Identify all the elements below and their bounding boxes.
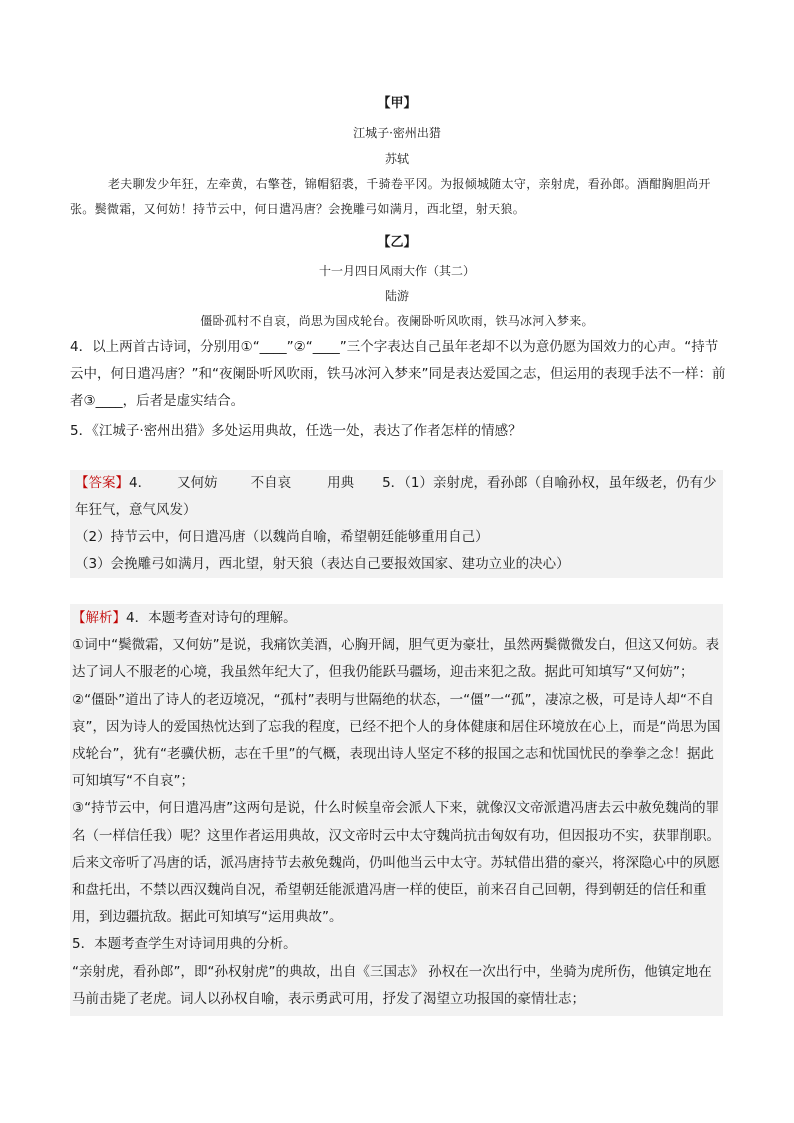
analysis-q5-p1: “亲射虎，看孙郎”，即“孙权射虎”的典故，出自《三国志》 孙权在一次出行中，坐骑为虎所伤，他镇定地在马前击毙了老虎。词人以孙权自喻，表示勇武可用，抒发了渴望立功报国的豪情壮志； (72, 963, 712, 1007)
answer-4-2: 不自哀 (250, 475, 292, 491)
analysis-p2: ②“僵卧”道出了诗人的老迈境况，“孤村”表明与世隔绝的状态，一“僵”一“孤”，凄凉之极，可是诗人却“不自哀”，因为诗人的爱国热忱达到了忘我的程度，已经不把个人的身体健康和居住环境放在心上，而是“尚思为国戍轮台”，犹有“老骥伏枥，志在千里”的气概，表现出诗人坚定不移的报国之志和忧国忧民的拳拳之念！据此可知填写“不自哀”； (72, 691, 721, 790)
analysis-intro-text: 4．本题考查对诗句的理解。 (126, 610, 297, 626)
analysis-p1: ①词中“鬓微霜，又何妨”是说，我痛饮美酒，心胸开阔，胆气更为豪壮，虽然两鬓微微发白，但这又何妨。表达了词人不服老的心境，我虽然年纪大了，但我仍能跃马疆场，迎击来犯之敌。据此可知填写“又何妨”； (72, 637, 720, 681)
answer-line-1 (75, 470, 721, 524)
poem-yi-title: 十一月四日风雨大作（其二） (318, 264, 475, 278)
poem-jia-author: 苏轼 (384, 152, 409, 166)
question-5: 5．《江城子·密州出猎》多处运用典故，任选一处，表达了作者怎样的情感？ (70, 423, 522, 439)
answer-5-2: （2）持节云中，何日遣冯唐（以魏尚自喻，希望朝廷能够重用自己） (75, 529, 489, 545)
analysis-block (72, 605, 724, 1013)
answer-num-4: 4． (129, 475, 152, 491)
poem-jia-body: 老夫聊发少年狂，左牵黄，右擎苍，锦帽貂裘，千骑卷平冈。为报倾城随太守，亲射虎，看孙郎。酒酣胸胆尚开张。鬓微霜，又何妨！持节云中，何日遣冯唐？会挽雕弓如满月，西北望，射天狼。 (70, 177, 711, 216)
poem-yi-body: 僵卧孤村不自哀，尚思为国戍轮台。夜阑卧听风吹雨，铁马冰河入梦来。 (200, 314, 594, 328)
poem-jia-label: 【甲】 (377, 96, 417, 111)
answer-5-1: 亲射虎，看孙郎（自喻孙权，虽年级老，仍有少年狂气，意气风发） (75, 475, 717, 518)
analysis-intro (72, 605, 724, 632)
answer-5-3: （3）会挽雕弓如满月，西北望，射天狼（表达自己要报效国家、建功立业的决心） (75, 556, 570, 572)
answer-4-3: 用典 (327, 475, 355, 491)
answer-4-1: 又何妨 (177, 475, 218, 491)
analysis-q5-intro: 5．本题考查学生对诗词用典的分析。 (72, 936, 297, 953)
poem-yi-author: 陆游 (384, 289, 409, 303)
answer-num-5: 5．（1） (382, 475, 434, 491)
poem-jia-title: 江城子·密州出猎 (353, 126, 441, 140)
question-4: 4．以上两首古诗词，分别用①“____”②“____”三个字表达自己虽年老却不以为意仍愿为国效力的心声。“持节云中，何日遣冯唐？”和“夜阑卧听风吹雨，铁马冰河入梦来”同是表达爱国之志，但运用的表现手法不一样：前者③____，后者是虚实结合。 (70, 339, 726, 409)
analysis-tag: 【解析】 (72, 610, 126, 626)
answer-block (75, 470, 721, 578)
analysis-p3: ③“持节云中，何日遣冯唐”这两句是说，什么时候皇帝会派人下来，就像汉文帝派遣冯唐去云中赦免魏尚的罪名（一样信任我）呢？这里作者运用典故，汉文帝时云中太守魏尚抗击匈奴有功，但因报功不实，获罪削职。后来文帝听了冯唐的话，派冯唐持节去赦免魏尚，仍叫他当云中太守。苏轼借出猎的豪兴，将深隐心中的夙愿和盘托出，不禁以西汉魏尚自况，希望朝廷能派遣冯唐一样的使臣，前来召自己回朝，得到朝廷的信任和重用，到边疆抗敌。据此可知填写“运用典故”。 (72, 800, 720, 926)
answer-tag: 【答案】 (75, 475, 129, 491)
poem-yi-label: 【乙】 (377, 235, 417, 250)
